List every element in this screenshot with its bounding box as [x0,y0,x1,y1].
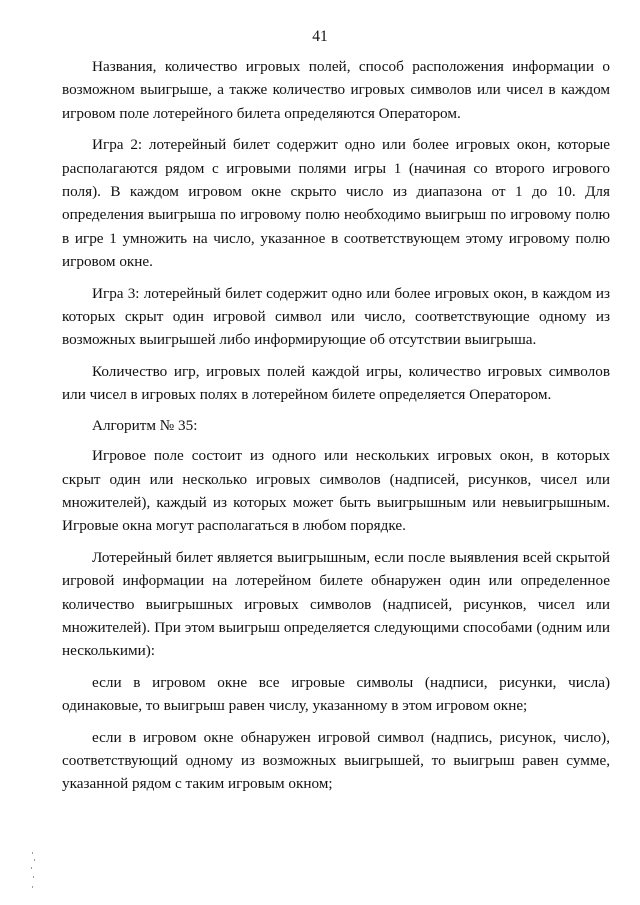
paragraph-game-3: Игра 3: лотерейный билет содержит одно или более игровых окон, в каждом из которых скрыт один игровой символ или число, соответствующие одному из возможных выигрышей либо информирующие об отсутствии выигрыша. [62,284,610,349]
page-number: 41 [312,28,328,45]
paragraph-winning-ticket: Лотерейный билет является выигрышным, если после выявления всей скрытой игровой информации на лотерейном билете обнаружен один или определенное количество выигрышных игровых символов (надписей, рисунков, чисел или множителей). При этом выигрыш определяется следующими способами (одним или несколькими): [62,548,610,660]
paragraph-game-2: Игра 2: лотерейный билет содержит одно или более игровых окон, которые располагаются рядом с игровыми полями игры 1 (начиная со второго игрового поля). В каждом игровом окне скрыто число из диапазона от 1 до 10. Для определения выигрыша по игровому полю необходимо выигрыш по игровому полю в игре 1 умножить на число, указанное в соответствующем этому игровому полю игровом окне. [62,136,610,271]
algorithm-heading: Алгоритм № 35: [92,416,198,434]
page-body [62,55,610,804]
paragraph-rule-identical-symbols: если в игровом окне все игровые символы (надписи, рисунки, числа) одинаковые, то выигрыш равен числу, указанному в этом игровом окне; [62,673,610,715]
scan-noise [30,852,36,892]
paragraph-names-and-fields: Названия, количество игровых полей, способ расположения информации о возможном выигрыше, а также количество игровых символов или чисел в каждом игровом поле лотерейного билета определяются Оператором. [62,58,610,122]
paragraph-game-field: Игровое поле состоит из одного или нескольких игровых окон, в которых скрыт один или несколько игровых символов (надписей, рисунков, чисел или множителей), каждый из которых может быть выигрышным или невыигрышным. Игровые окна могут располагаться в любом порядке. [62,447,610,535]
paragraph-game-count: Количество игр, игровых полей каждой игры, количество игровых символов или чисел в игровых полях в лотерейном билете определяется Оператором. [62,362,610,404]
paragraph-rule-matching-symbol: если в игровом окне обнаружен игровой символ (надпись, рисунок, число), соответствующий одному из возможных выигрышей, то выигрыш равен сумме, указанной рядом с таким игровым окном; [62,728,610,793]
